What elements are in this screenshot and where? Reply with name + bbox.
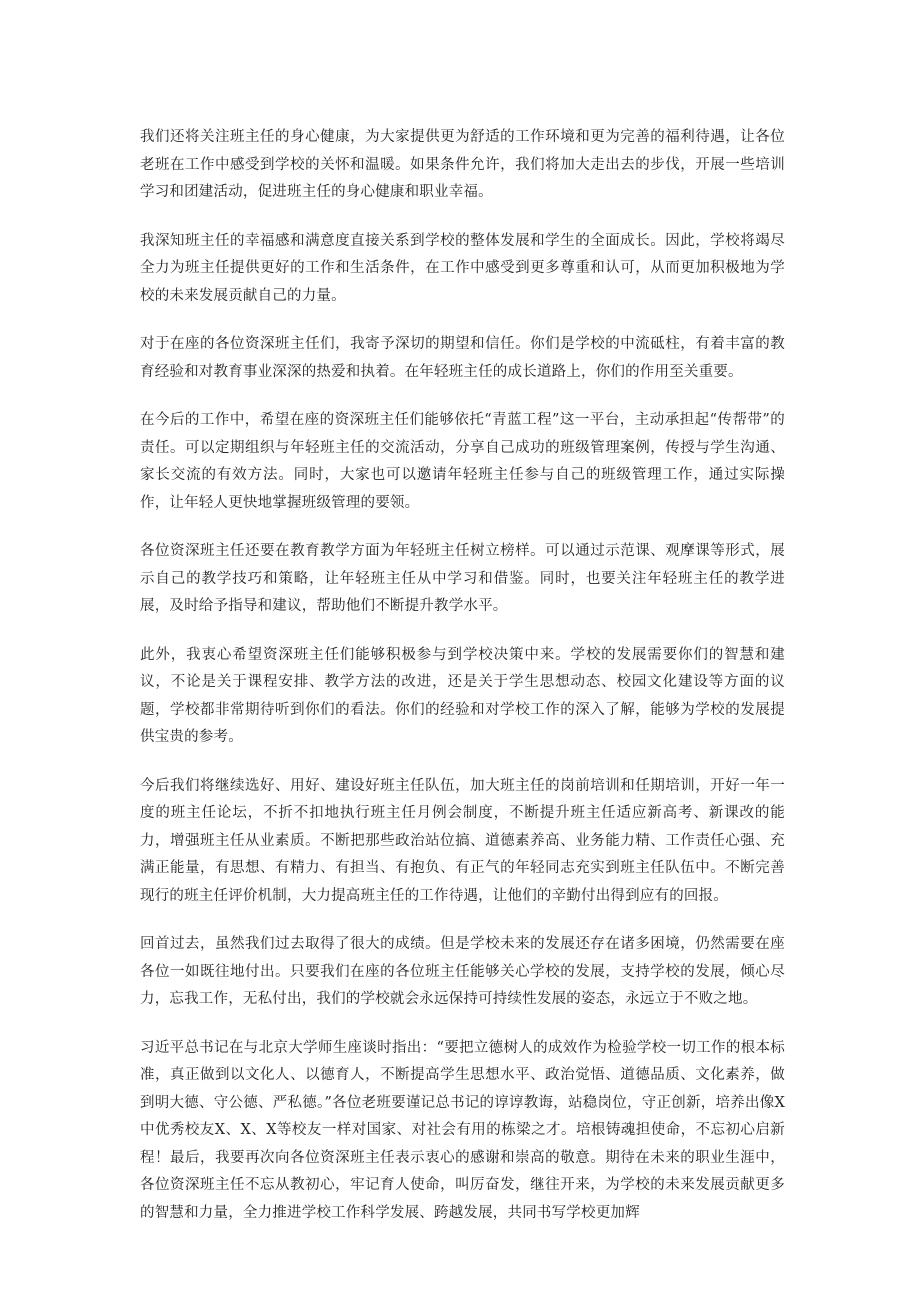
paragraph-mentoring: 在今后的工作中，希望在座的资深班主任们能够依托“青蓝工程”这一平台，主动承担起“传帮带”的责任。可以定期组织与年轻班主任的交流活动，分享自己成功的班级管理案例，传授与学生沟通、家长交流的有效方法。同时，大家也可以邀请年轻班主任参与自己的班级管理工作，通过实际操作，让年轻人更快地掌握班级管理的要领。: [140, 412, 785, 511]
paragraph-satisfaction: 我深知班主任的幸福感和满意度直接关系到学校的整体发展和学生的全面成长。因此，学校将竭尽全力为班主任提供更好的工作和生活条件，在工作中感受到更多尊重和认可，从而更加积极地为学校的未来发展贡献自己的力量。: [140, 232, 785, 304]
paragraph-teaching-example: 各位资深班主任还要在教育教学方面为年轻班主任树立榜样。可以通过示范课、观摩课等形式，展示自己的教学技巧和策略，让年轻班主任从中学习和借鉴。同时，也要关注年轻班主任的教学进展，及时给予指导和建议，帮助他们不断提升教学水平。: [140, 543, 785, 614]
paragraph-closing: 习近平总书记在与北京大学师生座谈时指出：“要把立德树人的成效作为检验学校一切工作的根本标准，真正做到以文化人、以德育人，不断提高学生思想水平、政治觉悟、道德品质、文化素养，做到明大德、守公德、严私德。”各位老班要谨记总书记的谆谆教诲，站稳岗位，守正创新，培养出像X中优秀校友X、X、X等校友一样对国家、对社会有用的栋梁之才。培根铸魂担使命，不忘初心启新程！最后，我要再次向各位资深班主任表示衷心的感谢和崇高的敬意。期待在未来的职业生涯中，各位资深班主任不忘从教初心，牢记育人使命，叫厉奋发，继往开来，为学校的未来发展贡献更多的智慧和力量，全力推进学校工作科学发展、跨越发展，共同书写学校更加辉: [140, 1039, 785, 1221]
paragraph-looking-back: 回首过去，虽然我们过去取得了很大的成绩。但是学校未来的发展还存在诸多困境，仍然需要在座各位一如既往地付出。只要我们在座的各位班主任能够关心学校的发展，支持学校的发展，倾心尽力，忘我工作，无私付出，我们的学校就会永远保持可持续性发展的姿态，永远立于不败之地。: [140, 936, 785, 1007]
paragraph-senior-expectations: 对于在座的各位资深班主任们，我寄予深切的期望和信任。你们是学校的中流砥柱，有着丰富的教育经验和对教育事业深深的热爱和执着。在年轻班主任的成长道路上，你们的作用至关重要。: [140, 336, 785, 380]
document-body: [140, 124, 785, 1227]
paragraph-decision-making: 此外，我衷心希望资深班主任们能够积极参与到学校决策中来。学校的发展需要你们的智慧和建议，不论是关于课程安排、教学方法的改进，还是关于学生思想动态、校园文化建设等方面的议题，学校都非常期待听到你们的看法。你们的经验和对学校工作的深入了解，能够为学校的发展提供宝贵的参考。: [140, 646, 785, 745]
paragraph-team-building: 今后我们将继续选好、用好、建设好班主任队伍，加大班主任的岗前培训和任期培训，开好一年一度的班主任论坛，不折不扣地执行班主任月例会制度，不断提升班主任适应新高考、新课改的能力，增强班主任从业素质。不断把那些政治站位搞、道德素养高、业务能力精、工作责任心强、充满正能量，有思想、有精力、有担当、有抱负、有正气的年轻同志充实到班主任队伍中。不断完善现行的班主任评价机制，大力提高班主任的工作待遇，让他们的辛勤付出得到应有的回报。: [140, 777, 785, 904]
paragraph-welfare: 我们还将关注班主任的身心健康，为大家提供更为舒适的工作环境和更为完善的福利待遇，让各位老班在工作中感受到学校的关怀和温暖。如果条件允许，我们将加大走出去的步伐，开展一些培训学习和团建活动，促进班主任的身心健康和职业幸福。: [140, 129, 785, 200]
